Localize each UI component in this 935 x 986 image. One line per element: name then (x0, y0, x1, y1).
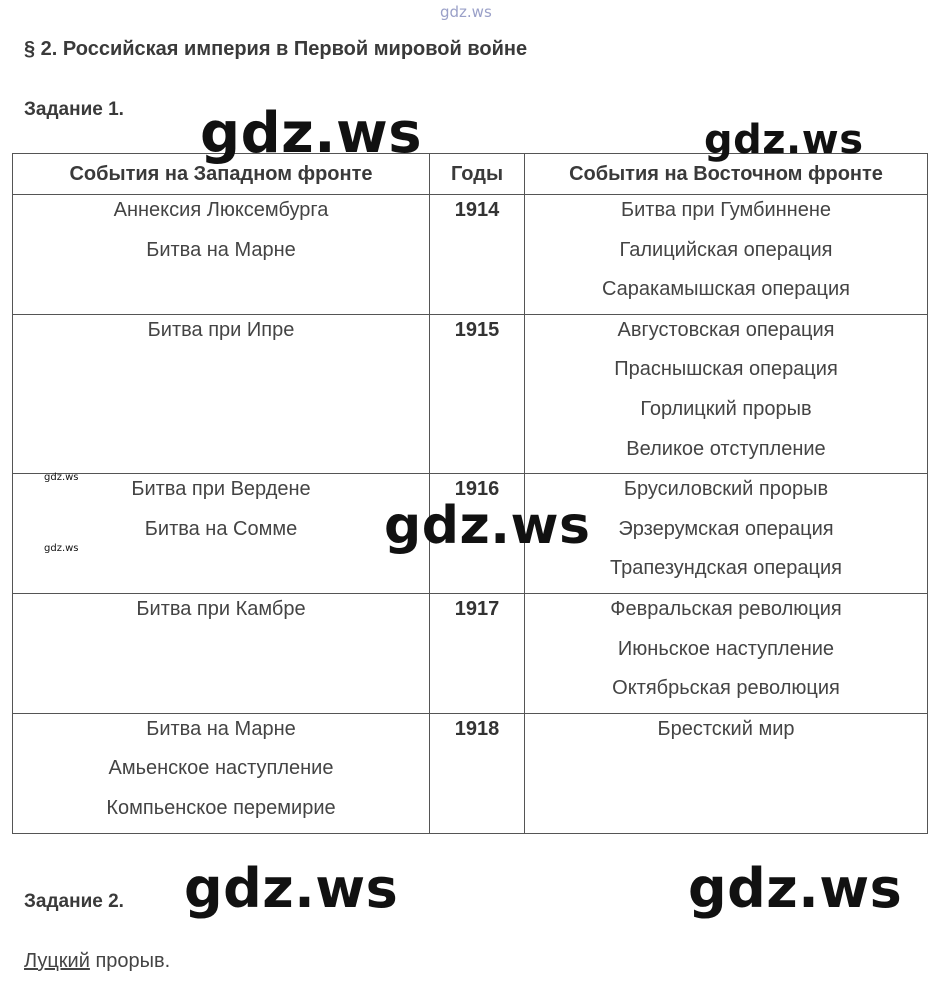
east-event: Августовская операция (617, 318, 835, 341)
task1-label: Задание 1. (24, 99, 124, 120)
east-events-cell (525, 713, 928, 833)
header-years: Годы (430, 154, 525, 195)
watermark-small: gdz.ws (44, 543, 79, 554)
east-event: Горлицкий прорыв (640, 397, 812, 420)
west-event: Аннексия Люксембурга (113, 199, 329, 221)
header-east-front: События на Восточном фронте (525, 154, 928, 195)
west-event: Амьенское наступление (108, 757, 334, 780)
west-events-cell (13, 195, 430, 315)
west-event: Битва при Вердене (131, 478, 311, 501)
watermark-logo: gdz.ws (184, 857, 399, 920)
year-cell (430, 195, 525, 315)
year-cell (430, 713, 525, 833)
year-value: 1914 (454, 199, 500, 221)
west-event: Битва на Марне (146, 238, 296, 261)
east-event: Битва при Гумбиннене (620, 199, 832, 221)
year-value: 1918 (454, 717, 500, 740)
watermark-logo: gdz.ws (704, 117, 864, 163)
west-event: Битва на Сомме (144, 517, 298, 540)
east-event: Июньское наступление (617, 637, 835, 660)
year-value: 1916 (454, 478, 500, 501)
west-event: Битва на Марне (146, 717, 296, 740)
year-value: 1917 (454, 597, 500, 620)
watermark-top: gdz.ws (440, 3, 492, 21)
table-row (13, 314, 928, 473)
east-event: Галицийская операция (619, 238, 833, 261)
west-event: Битва при Ипре (147, 318, 295, 341)
table-row (13, 713, 928, 833)
events-table (12, 153, 928, 834)
west-event: Компьенское перемирие (106, 796, 336, 819)
watermark-logo: gdz.ws (384, 496, 591, 556)
east-event: Брусиловский прорыв (623, 478, 829, 501)
west-event: Битва при Камбре (136, 597, 306, 620)
task2-answer (24, 950, 170, 973)
east-event: Октябрьская революция (612, 677, 840, 700)
watermark-logo: gdz.ws (688, 857, 903, 920)
east-events-cell (525, 195, 928, 315)
header-west-front: События на Западном фронте (13, 154, 430, 195)
east-event: Саракамышская операция (602, 278, 850, 301)
year-cell (430, 593, 525, 713)
table-row (13, 593, 928, 713)
west-events-cell (13, 593, 430, 713)
east-event: Великое отступление (626, 437, 826, 460)
east-event: Эрзерумская операция (618, 517, 834, 540)
east-events-cell (525, 593, 928, 713)
task2-label: Задание 2. (24, 891, 124, 912)
page-title: § 2. Российская империя в Первой мировой войне (24, 38, 528, 60)
year-value: 1915 (454, 318, 500, 341)
west-events-cell (13, 474, 430, 594)
east-event: Праснышская операция (614, 358, 838, 381)
table-row (13, 195, 928, 315)
answer-underlined-word: Луцкий (24, 950, 90, 972)
year-cell (430, 314, 525, 473)
watermark-logo: gdz.ws (200, 101, 423, 166)
west-events-cell (13, 314, 430, 473)
east-event: Февральская революция (610, 597, 842, 620)
east-event: Трапезундская операция (610, 557, 842, 580)
east-events-cell (525, 314, 928, 473)
watermark-small: gdz.ws (44, 472, 79, 483)
east-event: Брестский мир (657, 717, 795, 740)
answer-rest: прорыв. (89, 950, 171, 972)
west-events-cell (13, 713, 430, 833)
